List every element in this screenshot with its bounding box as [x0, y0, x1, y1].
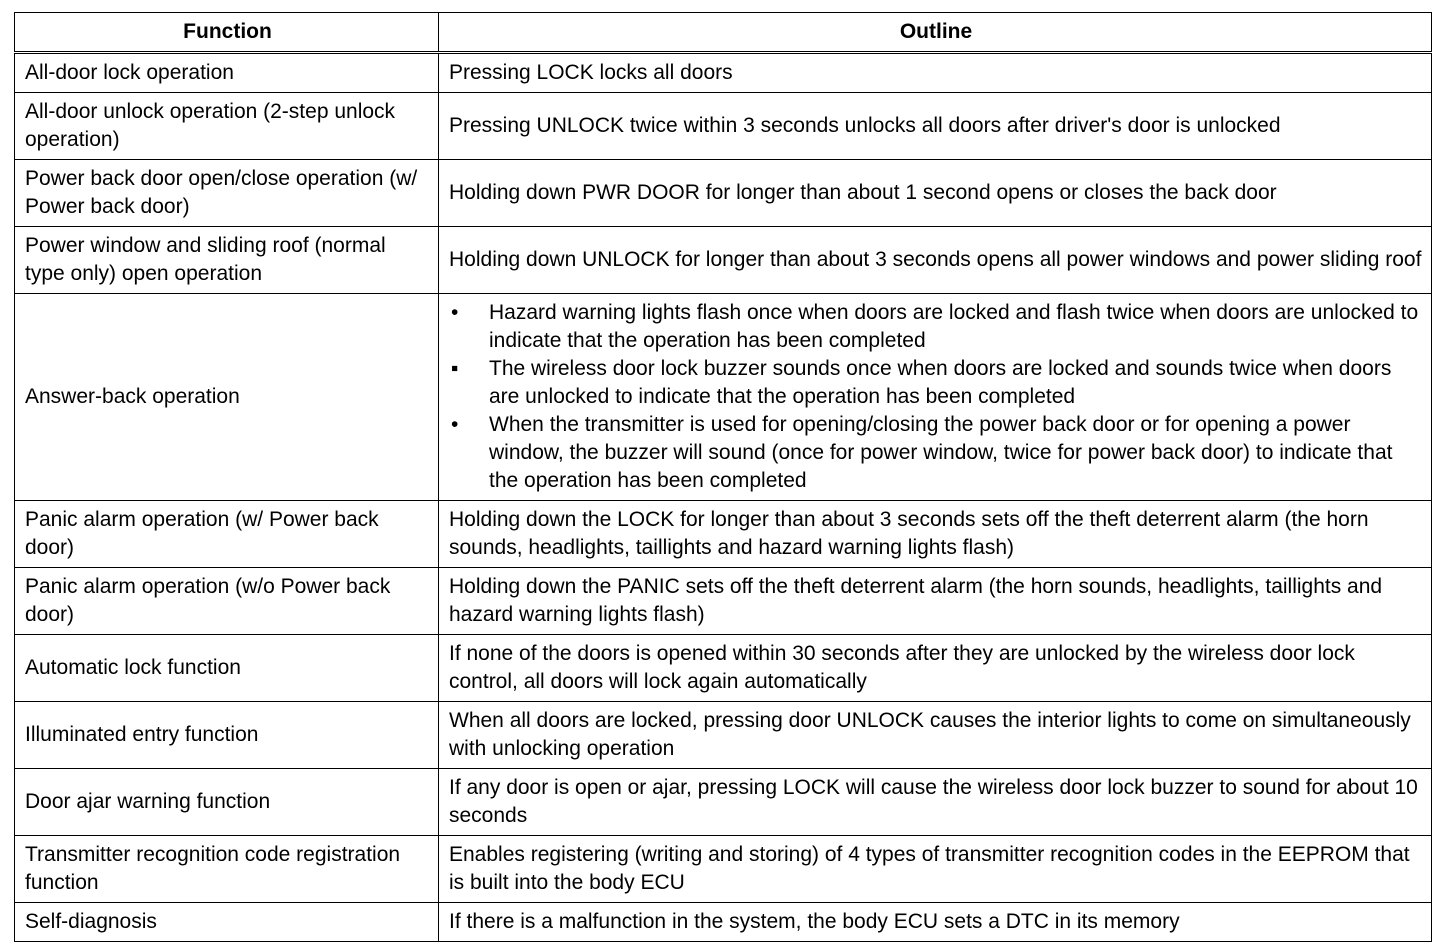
- bullet-item: [449, 355, 1423, 411]
- column-header-outline: Outline: [439, 13, 1432, 53]
- function-cell: Self-diagnosis: [15, 903, 439, 942]
- bullet-text: The wireless door lock buzzer sounds once when doors are locked and sounds twice when doors are unlocked to indicate that the operation has been completed: [489, 357, 1392, 408]
- bullet-text: When the transmitter is used for opening/closing the power back door or for opening a power window, the buzzer will sound (once for power window, twice for power back door) to indicate that the operation has been completed: [489, 413, 1393, 492]
- table-row: [15, 635, 1432, 702]
- outline-cell: If none of the doors is opened within 30 seconds after they are unlocked by the wireless door lock control, all doors will lock again automatically: [439, 635, 1432, 702]
- answer-back-bullet-list: [449, 299, 1423, 495]
- outline-cell: [439, 294, 1432, 501]
- outline-cell: If there is a malfunction in the system, the body ECU sets a DTC in its memory: [439, 903, 1432, 942]
- bullet-mark: •: [451, 301, 459, 324]
- function-cell: Power back door open/close operation (w/ Power back door): [15, 160, 439, 227]
- outline-cell: If any door is open or ajar, pressing LOCK will cause the wireless door lock buzzer to sound for about 10 seconds: [439, 769, 1432, 836]
- outline-cell: Pressing LOCK locks all doors: [439, 53, 1432, 93]
- bullet-item: [449, 411, 1423, 495]
- function-cell: Automatic lock function: [15, 635, 439, 702]
- outline-cell: Holding down the PANIC sets off the theft deterrent alarm (the horn sounds, headlights, taillights and hazard warning lights flash): [439, 568, 1432, 635]
- table-row: [15, 903, 1432, 942]
- function-cell: Panic alarm operation (w/o Power back door): [15, 568, 439, 635]
- table-row: [15, 836, 1432, 903]
- function-cell: All-door lock operation: [15, 53, 439, 93]
- function-cell: Door ajar warning function: [15, 769, 439, 836]
- table-header-row: [15, 13, 1432, 53]
- function-cell: Transmitter recognition code registration function: [15, 836, 439, 903]
- function-cell: Answer-back operation: [15, 294, 439, 501]
- outline-cell: When all doors are locked, pressing door UNLOCK causes the interior lights to come on simultaneously with unlocking operation: [439, 702, 1432, 769]
- outline-cell: Holding down the LOCK for longer than about 3 seconds sets off the theft deterrent alarm (the horn sounds, headlights, taillights and hazard warning lights flash): [439, 501, 1432, 568]
- table-row: [15, 227, 1432, 294]
- table-row: [15, 93, 1432, 160]
- bullet-text: Hazard warning lights flash once when doors are locked and flash twice when doors are unlocked to indicate that the operation has been completed: [489, 301, 1419, 352]
- outline-cell: Holding down UNLOCK for longer than about 3 seconds opens all power windows and power sliding roof: [439, 227, 1432, 294]
- table-row: [15, 501, 1432, 568]
- function-cell: Illuminated entry function: [15, 702, 439, 769]
- table-row: [15, 568, 1432, 635]
- bullet-item: [449, 299, 1423, 355]
- table-row: [15, 702, 1432, 769]
- column-header-function: Function: [15, 13, 439, 53]
- table-row: [15, 53, 1432, 93]
- function-cell: Power window and sliding roof (normal type only) open operation: [15, 227, 439, 294]
- bullet-mark: ▪: [451, 357, 459, 380]
- table-row: [15, 294, 1432, 501]
- function-cell: Panic alarm operation (w/ Power back door): [15, 501, 439, 568]
- outline-cell: Pressing UNLOCK twice within 3 seconds unlocks all doors after driver's door is unlocked: [439, 93, 1432, 160]
- function-outline-table: [14, 12, 1432, 942]
- outline-cell: Holding down PWR DOOR for longer than about 1 second opens or closes the back door: [439, 160, 1432, 227]
- table-row: [15, 769, 1432, 836]
- outline-cell: Enables registering (writing and storing) of 4 types of transmitter recognition codes in the EEPROM that is built into the body ECU: [439, 836, 1432, 903]
- function-cell: All-door unlock operation (2-step unlock operation): [15, 93, 439, 160]
- bullet-mark: •: [451, 413, 459, 436]
- table-row: [15, 160, 1432, 227]
